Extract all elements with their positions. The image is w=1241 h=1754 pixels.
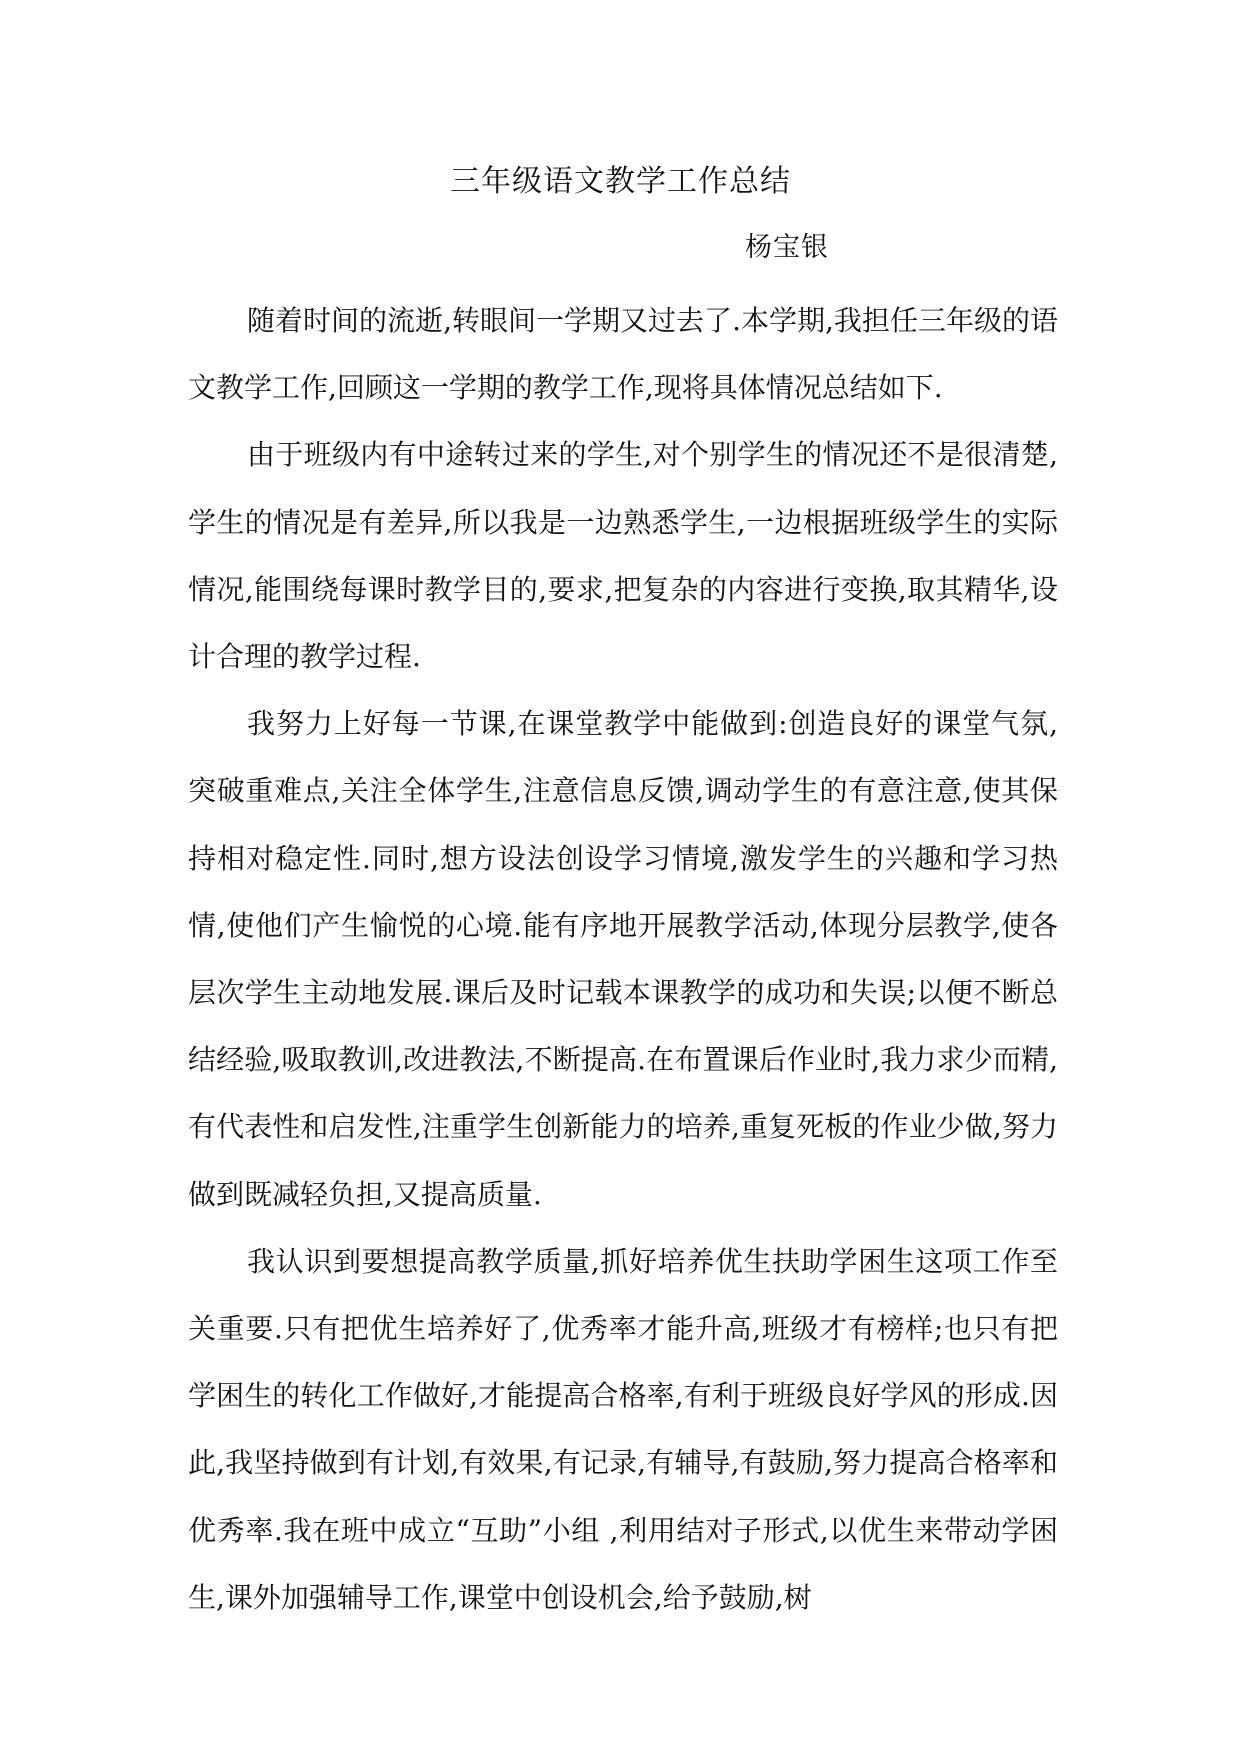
document-author: 杨宝银 (745, 232, 829, 263)
paragraph: 由于班级内有中途转过来的学生,对个别学生的情况还不是很清楚,学生的情况是有差异,所以我是一边熟悉学生,一边根据班级学生的实际情况,能围绕每课时教学目的,要求,把复杂的内容进行变换,取其精华,设计合理的教学过程. (188, 438, 1058, 674)
paragraph: 我认识到要想提高教学质量,抓好培养优生扶助学困生这项工作至关重要.只有把优生培养好了,优秀率才能升高,班级才有榜样;也只有把学困生的转化工作做好,才能提高合格率,有利于班级良好学风的形成.因此,我坚持做到有计划,有效果,有记录,有辅导,有鼓励,努力提高合格率和优秀率.我在班中成立“互助”小组 ,利用结对子形式,以优生来带动学困生,课外加强辅导工作,课堂中创设机会,给予鼓励,树 (188, 1244, 1058, 1614)
paragraph: 随着时间的流逝,转眼间一学期又过去了.本学期,我担任三年级的语文教学工作,回顾这一学期的教学工作,现将具体情况总结如下. (188, 304, 1058, 405)
document-body (188, 287, 1058, 1631)
paragraph: 我努力上好每一节课,在课堂教学中能做到:创造良好的课堂气氛,突破重难点,关注全体学生,注意信息反馈,调动学生的有意注意,使其保持相对稳定性.同时,想方设法创设学习情境,激发学生的兴趣和学习热情,使他们产生愉悦的心境.能有序地开展教学活动,体现分层教学,使各层次学生主动地发展.课后及时记载本课教学的成功和失误;以便不断总结经验,吸取教训,改进教法,不断提高.在布置课后作业时,我力求少而精,有代表性和启发性,注重学生创新能力的培养,重复死板的作业少做,努力做到既减轻负担,又提高质量. (188, 707, 1058, 1211)
document-title: 三年级语文教学工作总结 (450, 164, 791, 199)
